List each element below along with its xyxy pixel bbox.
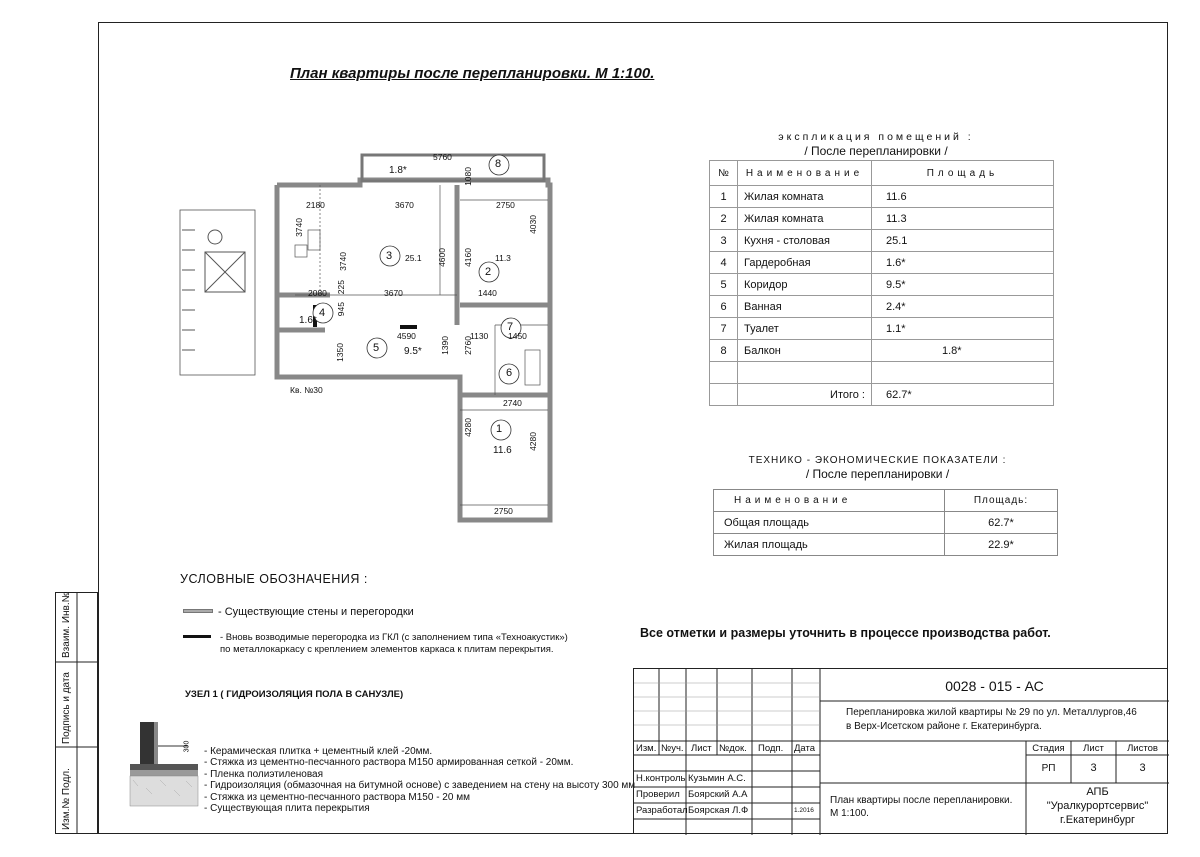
table-row: [710, 340, 1054, 362]
row-name: Гардеробная: [738, 252, 872, 274]
explication-subtitle: / После перепланировки /: [804, 144, 948, 158]
row-num: 7: [710, 318, 738, 340]
col-data: Дата: [794, 743, 816, 754]
row-name: Туалет: [738, 318, 872, 340]
uzel-heading: УЗЕЛ 1 ( ГИДРОИЗОЛЯЦИЯ ПОЛА В САНУЗЛЕ): [185, 689, 404, 700]
list-item: - Стяжка из цементно-песчанного раствора М150 армированная сеткой - 20мм.: [204, 757, 574, 769]
room-area-5: 9.5*: [404, 346, 422, 357]
col-area-header: Площадь: [872, 161, 1054, 186]
col-ndok: №док.: [719, 743, 747, 754]
row-num: 4: [710, 252, 738, 274]
dim-label: 3740: [294, 218, 304, 237]
sheet-title-1: План квартиры после перепланировки.: [830, 795, 1013, 806]
row-name: Балкон: [738, 340, 872, 362]
dim-label: 1390: [440, 336, 450, 355]
role-label: Н.контроль: [636, 773, 686, 784]
legend-new-line2: по металлокаркасу с креплением элементов каркаса к плитам перекрытия.: [220, 644, 554, 655]
table-row: [710, 296, 1054, 318]
row-area: 1.8*: [872, 340, 1054, 362]
dim-label: 1130: [470, 331, 489, 341]
dim-label: 945: [336, 302, 346, 317]
dim-label: 4280: [528, 432, 538, 451]
table-row: [710, 230, 1054, 252]
stage-label: Стадия: [1032, 743, 1065, 754]
role-date: 1.2016: [794, 807, 814, 814]
room-area-3: 25.1: [405, 253, 422, 263]
col-num-header: №: [710, 161, 738, 186]
legend-existing-swatch: [183, 609, 213, 613]
side-vzam: Взаим. Инв.№: [61, 591, 72, 658]
dim-label: 5760: [433, 152, 452, 162]
col-izm: Изм.: [636, 743, 657, 754]
title-block: [633, 668, 1168, 834]
explication-header-row: [710, 161, 1054, 186]
drawing-title: План квартиры после перепланировки. М 1:100.: [290, 65, 655, 82]
dim-label: 2180: [306, 200, 325, 210]
col-list: Лист: [691, 743, 712, 754]
tep-row-name: Общая площадь: [714, 512, 945, 534]
org-1: АПБ: [1086, 786, 1109, 798]
room-area-2: 11.3: [495, 253, 511, 263]
col-name-header: Наименование: [738, 161, 872, 186]
room-number-1: 1: [496, 423, 503, 435]
room-number-7: 7: [507, 321, 514, 333]
table-row: [714, 512, 1058, 534]
legend-heading: УСЛОВНЫЕ ОБОЗНАЧЕНИЯ :: [180, 572, 368, 586]
col-nuch: №уч.: [661, 743, 684, 754]
row-num: 2: [710, 208, 738, 230]
row-num: 3: [710, 230, 738, 252]
total-label: Итого :: [738, 384, 872, 406]
tep-row-value: 22.9*: [945, 534, 1058, 556]
dim-label: 3670: [384, 288, 403, 298]
row-area: 2.4*: [872, 296, 1054, 318]
row-name: Ванная: [738, 296, 872, 318]
table-row: [710, 252, 1054, 274]
apartment-label: Кв. №30: [290, 385, 323, 395]
explication-table: [709, 160, 1054, 406]
wall-section: [140, 722, 154, 764]
tep-subtitle: / После перепланировки /: [805, 467, 950, 481]
sheet-label: Лист: [1083, 743, 1104, 754]
sheet-value: 3: [1090, 762, 1097, 774]
sheets-value: 3: [1139, 762, 1146, 774]
tep-area-header: Площадь:: [945, 490, 1058, 512]
stage-value: РП: [1041, 763, 1056, 774]
sheets-label: Листов: [1127, 743, 1158, 754]
col-podp: Подп.: [758, 743, 784, 754]
tep-table: [713, 489, 1058, 556]
dim-label: 2740: [503, 398, 522, 408]
general-note: Все отметки и размеры уточнить в процессе производства работ.: [640, 626, 1051, 640]
room-number-8: 8: [495, 158, 502, 170]
dim-label: 1440: [478, 288, 497, 298]
dim-label: 4030: [528, 215, 538, 234]
role-name: Кузьмин А.С.: [688, 773, 746, 784]
side-inv-podl: Изм.№ Подл.: [61, 768, 72, 830]
uzel-layers-list: [204, 746, 635, 814]
tep-header-row: [714, 490, 1058, 512]
role-label: Разработал: [636, 805, 688, 816]
riser-circle: [208, 230, 222, 244]
dim-label: 1080: [463, 167, 473, 186]
tep-name-header: Наименование: [714, 490, 945, 512]
dim-label: 2760: [463, 336, 473, 355]
dim-label: 3670: [395, 200, 414, 210]
dim-label: 4280: [463, 418, 473, 437]
dim-label: 4600: [437, 248, 447, 267]
legend-new-line1: - Вновь возводимые перегородка из ГКЛ (с заполнением типа «Техноакустик»): [220, 632, 568, 643]
floor-plan: [170, 145, 590, 545]
room-number-6: 6: [506, 367, 513, 379]
dim-label: 3740: [338, 252, 348, 271]
role-name: Боярская Л.Ф: [688, 805, 749, 816]
room-area-4: 1.6*: [299, 315, 317, 326]
org-3: г.Екатеринбург: [1060, 814, 1135, 826]
tep-row-name: Жилая площадь: [714, 534, 945, 556]
room-area-8: 1.8*: [389, 165, 407, 176]
room-number-5: 5: [373, 342, 380, 354]
table-row: [714, 534, 1058, 556]
room-number-3: 3: [386, 250, 393, 262]
row-num: 1: [710, 186, 738, 208]
role-name: Боярский А.А: [688, 789, 748, 800]
side-podpis: Подпись и дата: [61, 672, 72, 744]
legend-new-swatch: [183, 635, 211, 638]
uzel-detail-drawing: [128, 718, 203, 818]
legend-existing-text: - Существующие стены и перегородки: [218, 606, 414, 618]
list-item: - Пленка полиэтиленовая: [204, 768, 324, 780]
dim-label: 4590: [397, 331, 416, 341]
row-name: Коридор: [738, 274, 872, 296]
project-line2: в Верх-Исетском районе г. Екатеринбурга.: [846, 721, 1042, 732]
row-name: Кухня - столовая: [738, 230, 872, 252]
row-area: 9.5*: [872, 274, 1054, 296]
table-row: [710, 318, 1054, 340]
row-area: 11.6: [872, 186, 1054, 208]
row-area: 11.3: [872, 208, 1054, 230]
room-number-2: 2: [485, 266, 492, 278]
role-label: Проверил: [636, 789, 680, 800]
list-item: - Существующая плита перекрытия: [204, 803, 370, 815]
table-row: [710, 208, 1054, 230]
dim-label: 2750: [494, 506, 513, 516]
list-item: - Гидроизоляция (обмазочная на битумной основе) с заведением на стену на высоту 300 мм: [204, 780, 636, 792]
row-area: 25.1: [872, 230, 1054, 252]
row-area: 1.1*: [872, 318, 1054, 340]
doc-code: 0028 - 015 - АС: [945, 678, 1044, 694]
tep-row-value: 62.7*: [945, 512, 1058, 534]
total-row: [710, 384, 1054, 406]
sheet-title-2: М 1:100.: [830, 808, 869, 819]
legend-new-text: [220, 632, 568, 656]
org-2: "Уралкурортсервис": [1046, 800, 1149, 812]
side-stamp-column: [55, 592, 98, 834]
room-area-1: 11.6: [493, 445, 512, 456]
row-name: Жилая комната: [738, 186, 872, 208]
dim-label: 1350: [335, 343, 345, 362]
explication-title: экспликация помещений :: [778, 131, 974, 143]
dim-label: 2080: [308, 288, 327, 298]
project-line1: Перепланировка жилой квартиры № 29 по ул. Металлургов,46: [846, 707, 1137, 718]
row-num: 5: [710, 274, 738, 296]
table-row: [710, 274, 1054, 296]
uzel-height-label: 300: [183, 740, 191, 753]
dim-label: 1450: [508, 331, 527, 341]
list-item: - Стяжка из цементно-песчанного раствора М150 - 20 мм: [204, 791, 470, 803]
row-num: 6: [710, 296, 738, 318]
table-row-empty: [710, 362, 1054, 384]
dim-label: 2750: [496, 200, 515, 210]
dim-label: 4160: [463, 248, 473, 267]
total-value: 62.7*: [872, 384, 1054, 406]
room-number-4: 4: [319, 307, 326, 319]
dim-label: 225: [336, 280, 346, 295]
tep-title: ТЕХНИКО - ЭКОНОМИЧЕСКИЕ ПОКАЗАТЕЛИ :: [748, 455, 1007, 466]
list-item: - Керамическая плитка + цементный клей -20мм.: [204, 746, 433, 757]
row-area: 1.6*: [872, 252, 1054, 274]
row-num: 8: [710, 340, 738, 362]
row-name: Жилая комната: [738, 208, 872, 230]
table-row: [710, 186, 1054, 208]
